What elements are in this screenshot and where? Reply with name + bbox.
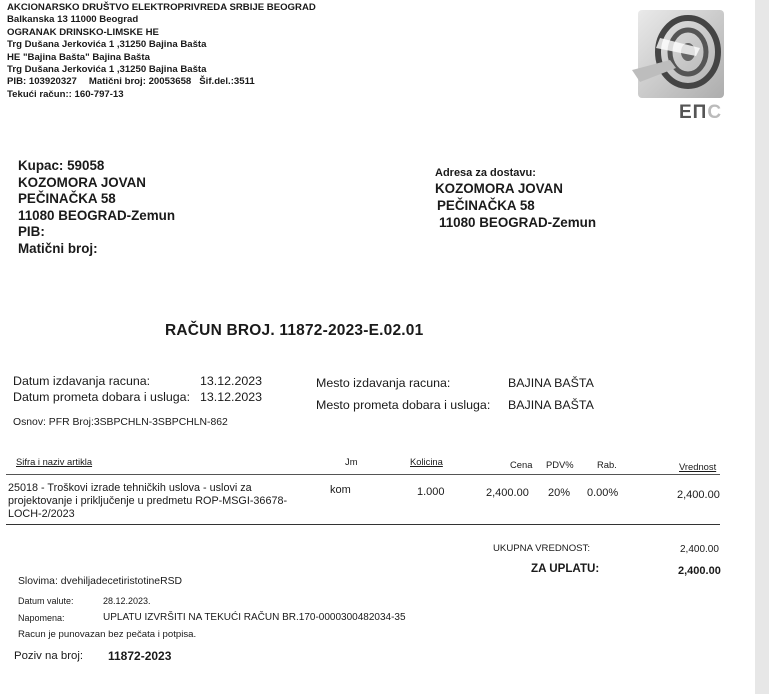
amount-in-words: Slovima: dvehiljadecetiristotineRSD bbox=[18, 576, 183, 587]
col-header-unit: Jm bbox=[345, 456, 358, 467]
buyer-city: 11080 BEOGRAD-Zemun bbox=[18, 207, 176, 223]
col-header-qty: Kolicina bbox=[410, 456, 443, 467]
buyer-street: PEČINAČKA 58 bbox=[18, 191, 116, 207]
note-value: UPLATU IZVRŠITI NA TEKUĆI RAČUN BR.170-0000300482034-35 bbox=[103, 612, 406, 623]
pay-label: ZA UPLATU: bbox=[531, 562, 600, 575]
table-row-unit: kom bbox=[330, 484, 351, 496]
table-row-desc-line3: LOCH-2/2023 bbox=[8, 508, 75, 520]
table-row-desc-line2: projektovanje i priključenje u predmetu ROP-MSGI-36678- bbox=[8, 495, 288, 507]
place-supply-label: Mesto prometa dobara i usluga: bbox=[316, 398, 491, 412]
eps-logo-text: ЕПС bbox=[679, 102, 723, 123]
col-header-sku: Sifra i naziv artikla bbox=[16, 456, 93, 467]
place-issue-value: BAJINA BAŠTA bbox=[508, 376, 594, 390]
delivery-city: 11080 BEOGRAD-Zemun bbox=[439, 215, 597, 230]
buyer-pib: PIB: bbox=[18, 224, 45, 240]
issue-date-label: Datum izdavanja racuna: bbox=[13, 374, 151, 388]
table-row-desc-line1: 25018 - Troškovi izrade tehničkih uslova - uslovi za bbox=[8, 482, 252, 494]
buyer-name: KOZOMORA JOVAN bbox=[18, 174, 146, 190]
table-row-price: 2,400.00 bbox=[486, 487, 529, 499]
delivery-label: Adresa za dostavu: bbox=[435, 167, 536, 179]
total-label: UKUPNA VREDNOST: bbox=[493, 543, 591, 554]
table-row-value: 2,400.00 bbox=[677, 489, 720, 501]
company-header bbox=[7, 2, 316, 101]
col-header-vat: PDV% bbox=[546, 459, 574, 470]
supply-date-value: 13.12.2023 bbox=[200, 390, 263, 404]
buyer-block bbox=[18, 158, 175, 258]
basis-text: Osnov: PFR Broj:3SBPCHLN-3SBPCHLN-862 bbox=[13, 417, 228, 428]
company-plant: HE "Bajina Bašta" Bajina Bašta bbox=[7, 51, 150, 63]
note-label: Napomena: bbox=[18, 613, 65, 623]
company-branch: OGRANAK DRINSKO-LIMSKE HE bbox=[7, 26, 159, 38]
reference-value: 11872-2023 bbox=[108, 649, 172, 663]
eps-emblem-icon bbox=[630, 8, 726, 100]
col-header-discount: Rab. bbox=[597, 459, 617, 470]
buyer-id: Kupac: 59058 bbox=[18, 158, 105, 173]
place-supply-value: BAJINA BAŠTA bbox=[508, 398, 594, 412]
due-date-label: Datum valute: bbox=[18, 596, 74, 606]
company-name: AKCIONARSKO DRUŠTVO ELEKTROPRIVREDA SRBIJE BEOGRAD bbox=[7, 2, 316, 13]
issue-date-value: 13.12.2023 bbox=[200, 374, 263, 388]
company-maticni: Matični broj: 20053658 bbox=[88, 76, 192, 88]
col-header-value: Vrednost bbox=[679, 461, 717, 472]
pay-value: 2,400.00 bbox=[678, 565, 721, 577]
total-value: 2,400.00 bbox=[680, 544, 719, 555]
company-sifdel: Šif.del.:3511 bbox=[199, 76, 255, 88]
table-row-qty: 1.000 bbox=[417, 486, 445, 498]
due-date-value: 28.12.2023. bbox=[103, 596, 151, 606]
validity-note: Racun je punovazan bez pečata i potpisa. bbox=[18, 629, 197, 640]
delivery-street: PEČINAČKA 58 bbox=[437, 198, 535, 213]
col-header-price: Cena bbox=[510, 459, 533, 470]
company-plant-address: Trg Dušana Jerkovića 1 ,31250 Bajina Bašta bbox=[7, 64, 207, 76]
table-row-discount: 0.00% bbox=[587, 487, 619, 499]
delivery-name: KOZOMORA JOVAN bbox=[435, 181, 563, 196]
page-edge-margin bbox=[755, 0, 769, 694]
buyer-maticni: Matični broj: bbox=[18, 240, 98, 256]
row-divider bbox=[6, 524, 720, 525]
reference-label: Poziv na broj: bbox=[14, 650, 84, 662]
delivery-block bbox=[435, 166, 596, 231]
company-ids bbox=[7, 76, 316, 88]
company-branch-address: Trg Dušana Jerkovića 1 ,31250 Bajina Bašta bbox=[7, 39, 207, 51]
invoice-title: RAČUN BROJ. 11872-2023-E.02.01 bbox=[165, 322, 424, 339]
company-pib: PIB: 103920327 bbox=[7, 76, 77, 88]
supply-date-label: Datum prometa dobara i usluga: bbox=[13, 390, 191, 404]
header-divider bbox=[6, 474, 720, 475]
eps-logo bbox=[630, 8, 726, 123]
table-row-vat: 20% bbox=[548, 487, 571, 499]
place-issue-label: Mesto izdavanja racuna: bbox=[316, 376, 451, 390]
company-address: Balkanska 13 11000 Beograd bbox=[7, 14, 139, 26]
company-account: Tekući račun:: 160-797-13 bbox=[7, 88, 124, 100]
